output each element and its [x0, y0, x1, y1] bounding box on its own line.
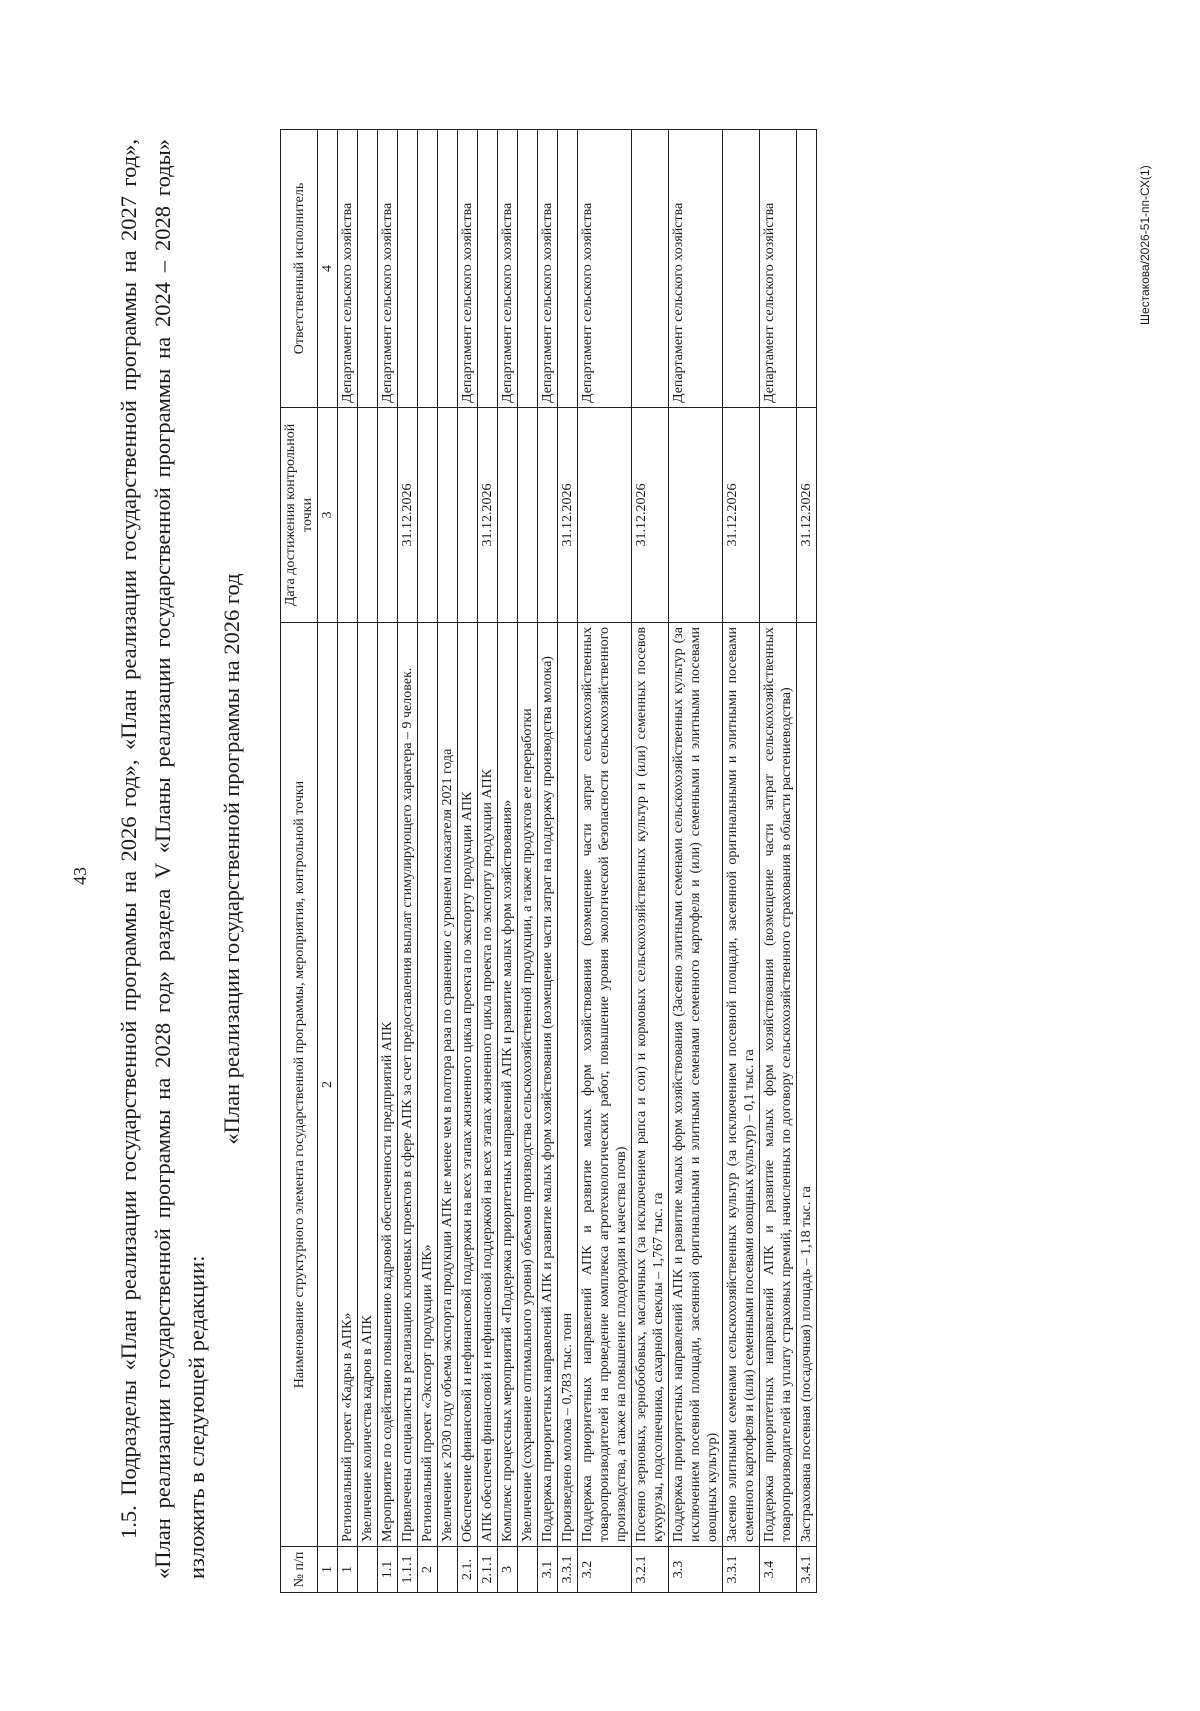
- table-row: [498, 130, 518, 1593]
- row-date: [458, 408, 478, 623]
- row-name: Региональный проект «Экспорт продукции АПК»: [418, 623, 438, 1547]
- row-name: Увеличение (сохранение оптимального уровня) объемов производства сельскохозяйственной продукции, а также продуктов ее переработки: [518, 623, 538, 1547]
- row-name: Комплекс процессных мероприятий «Поддержка приоритетных направлений АПК и развитие малых форм хозяйствования»: [498, 623, 518, 1547]
- row-date: [518, 408, 538, 623]
- row-executor: [358, 130, 378, 408]
- row-date: [338, 408, 358, 623]
- row-name: Поддержка приоритетных направлений АПК и развитие малых форм хозяйствования (возмещение части затрат на поддержку производства молока): [538, 623, 558, 1547]
- row-executor: [723, 130, 760, 408]
- page-number: 43: [70, 867, 90, 885]
- row-executor: Департамент сельского хозяйства: [498, 130, 518, 408]
- table-row: [478, 130, 498, 1593]
- row-number: 3.3.1: [723, 1547, 760, 1593]
- row-executor: Департамент сельского хозяйства: [669, 130, 723, 408]
- table-row: [418, 130, 438, 1593]
- row-executor: Департамент сельского хозяйства: [760, 130, 797, 408]
- header-number-3: 3: [318, 408, 338, 623]
- row-name: Поддержка приоритетных направлений АПК и развитие малых форм хозяйствования (возмещение части затрат сельскохозяйственных товаропроизводителей на уплату страховых премий, начисленных по договору сельскохозяйственного страхования в области растениеводства): [760, 623, 797, 1547]
- row-executor: Департамент сельского хозяйства: [578, 130, 632, 408]
- row-executor: [418, 130, 438, 408]
- row-name: АПК обеспечен финансовой и нефинансовой поддержкой на всех этапах жизненного цикла проекта по экспорту продукции АПК: [478, 623, 498, 1547]
- row-executor: [797, 130, 817, 408]
- header-number-1: 1: [318, 1547, 338, 1593]
- row-date: 31.12.2026: [478, 408, 498, 623]
- row-name: Застрахована посевная (посадочная) площадь – 1,18 тыс. га: [797, 623, 817, 1547]
- table-row: [518, 130, 538, 1593]
- row-date: 31.12.2026: [632, 408, 669, 623]
- table-row: [398, 130, 418, 1593]
- row-number: 3.1: [538, 1547, 558, 1593]
- row-date: 31.12.2026: [558, 408, 578, 623]
- row-name: Региональный проект «Кадры в АПК»: [338, 623, 358, 1547]
- row-number: 3.4: [760, 1547, 797, 1593]
- row-executor: [478, 130, 498, 408]
- row-date: [498, 408, 518, 623]
- row-date: 31.12.2026: [398, 408, 418, 623]
- table-row: [438, 130, 458, 1593]
- row-number: [518, 1547, 538, 1593]
- section-heading: 1.5. Подразделы «План реализации государственной программы на 2026 год», «План реализации государственной программы на 2027 год», «План реализации государственной программы на 2028 год» раздела V «Планы реализации государственной программы на 2024 – 2028 годы» изложить в следующей редакции:: [116, 139, 209, 1579]
- row-date: [358, 408, 378, 623]
- row-number: [438, 1547, 458, 1593]
- row-name: Засеяно элитными семенами сельскохозяйственных культур (за исключением посевной площади, засеянной оригинальными и элитными посевами семенного картофеля и (или) семенными посевами овощных культур) – 0,1 тыс. га: [723, 623, 760, 1547]
- table-row: [338, 130, 358, 1593]
- header-number-2: 2: [318, 623, 338, 1547]
- row-executor: Департамент сельского хозяйства: [538, 130, 558, 408]
- row-name: Произведено молока – 0,783 тыс. тонн: [558, 623, 578, 1547]
- row-executor: [438, 130, 458, 408]
- row-number: 1: [338, 1547, 358, 1593]
- row-number: 3.2.1: [632, 1547, 669, 1593]
- row-executor: Департамент сельского хозяйства: [338, 130, 358, 408]
- row-number: 3.2: [578, 1547, 632, 1593]
- table-row: [558, 130, 578, 1593]
- row-executor: [632, 130, 669, 408]
- row-number: 2.1.: [458, 1547, 478, 1593]
- table-row: [632, 130, 669, 1593]
- row-date: [378, 408, 398, 623]
- row-name: Поддержка приоритетных направлений АПК и развитие малых форм хозяйствования (Засеяно элитными семенами сельскохозяйственных культур (за исключением посевной площади, засеянной оригинальными и элитными семенами семенного картофеля и (или) семенными и элитными посевами овощных культур): [669, 623, 723, 1547]
- row-executor: [398, 130, 418, 408]
- row-date: [669, 408, 723, 623]
- table-row: [578, 130, 632, 1593]
- row-date: [538, 408, 558, 623]
- row-date: [760, 408, 797, 623]
- row-number: [358, 1547, 378, 1593]
- row-name: Увеличение к 2030 году объема экспорта продукции АПК не менее чем в полтора раза по сравнению с уровнем показателя 2021 года: [438, 623, 458, 1547]
- row-name: Привлечены специалисты в реализацию ключевых проектов в сфере АПК за счет предоставления выплат стимулирующего характера – 9 человек.: [398, 623, 418, 1547]
- header-num: № п/п: [281, 1547, 318, 1593]
- row-number: 2.1.1: [478, 1547, 498, 1593]
- row-executor: Департамент сельского хозяйства: [458, 130, 478, 408]
- row-number: 2: [418, 1547, 438, 1593]
- plan-table: [280, 129, 817, 1593]
- row-number: 3.4.1: [797, 1547, 817, 1593]
- row-name: Поддержка приоритетных направлений АПК и развитие малых форм хозяйствования (возмещение части затрат сельскохозяйственных товаропроизводителей на проведение комплекса агротехнологических работ, повышение уровня экологической безопасности сельскохозяйственного производства, а также на повышение плодородия и качества почв): [578, 623, 632, 1547]
- row-number: 1.1.1: [398, 1547, 418, 1593]
- row-date: [578, 408, 632, 623]
- table-row: [538, 130, 558, 1593]
- table-row: [760, 130, 797, 1593]
- table-row: [378, 130, 398, 1593]
- row-name: Обеспечение финансовой и нефинансовой поддержки на всех этапах жизненного цикла проекта по экспорту продукции АПК: [458, 623, 478, 1547]
- table-row: [723, 130, 760, 1593]
- row-executor: Департамент сельского хозяйства: [378, 130, 398, 408]
- table-column-numbers-row: [318, 130, 338, 1593]
- row-executor: [518, 130, 538, 408]
- table-row: [669, 130, 723, 1593]
- plan-title: «План реализации государственной программы на 2026 год: [219, 573, 244, 1145]
- row-executor: [558, 130, 578, 408]
- header-exec: Ответственный исполнитель: [281, 130, 318, 408]
- row-name: Мероприятие по содействию повышению кадровой обеспеченности предприятий АПК: [378, 623, 398, 1547]
- row-number: 1.1: [378, 1547, 398, 1593]
- table-row: [797, 130, 817, 1593]
- header-name: Наименование структурного элемента государственной программы, мероприятия, контрольной точки: [281, 623, 318, 1547]
- row-name: Посеяно зерновых, зернобобовых, масличных (за исключением рапса и сои) и кормовых сельскохозяйственных культур и (или) семенных посевов кукурузы, подсолнечника, сахарной свеклы – 1,767 тыс. га: [632, 623, 669, 1547]
- row-number: 3.3.1: [558, 1547, 578, 1593]
- header-number-4: 4: [318, 130, 338, 408]
- row-date: 31.12.2026: [797, 408, 817, 623]
- table-row: [458, 130, 478, 1593]
- document-footer-code: Шестакова/2026-51-пп-СХ(1): [1138, 165, 1152, 325]
- row-number: 3: [498, 1547, 518, 1593]
- table-header-row: [281, 130, 318, 1593]
- row-name: Увеличение количества кадров в АПК: [358, 623, 378, 1547]
- row-date: 31.12.2026: [723, 408, 760, 623]
- table-row: [358, 130, 378, 1593]
- row-number: 3.3: [669, 1547, 723, 1593]
- row-date: [438, 408, 458, 623]
- header-date: Дата достижения контрольной точки: [281, 408, 318, 623]
- row-date: [418, 408, 438, 623]
